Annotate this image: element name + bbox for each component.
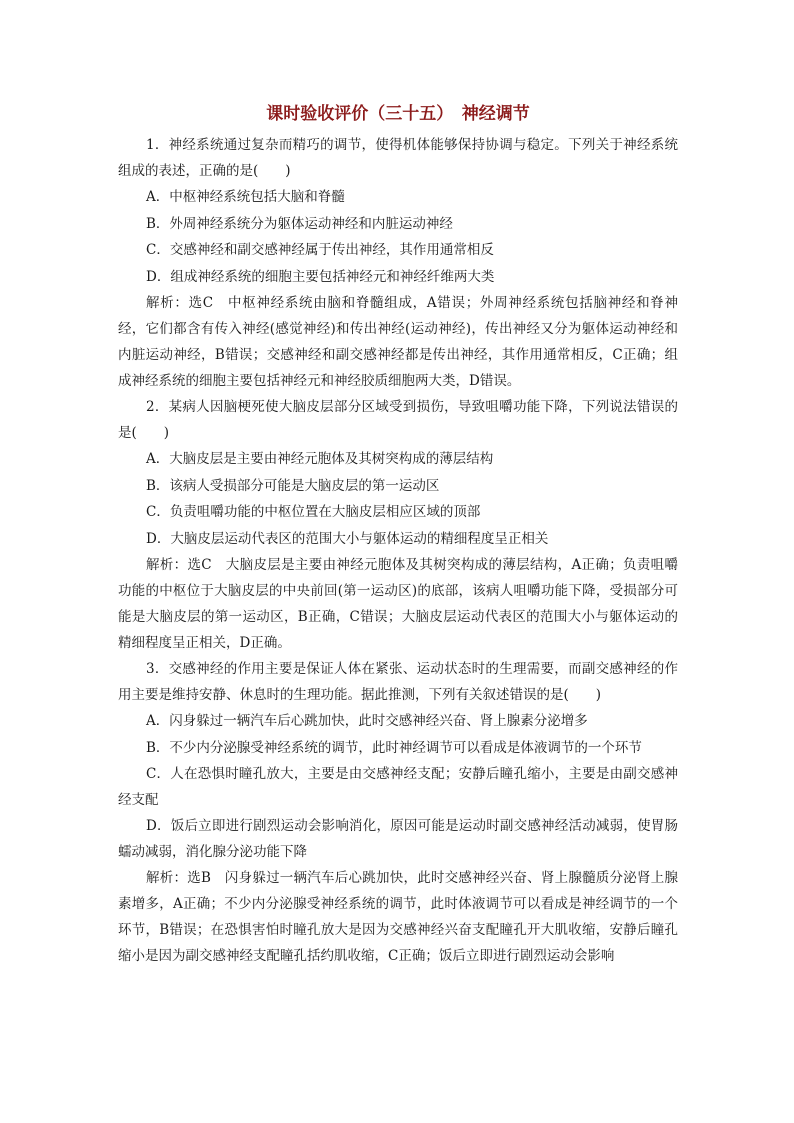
- document-page: [118, 100, 678, 969]
- question-2: [118, 394, 678, 656]
- analysis: 解析：选C 大脑皮层是主要由神经元胞体及其树突构成的薄层结构，A正确；负责咀嚼功能的中枢位于大脑皮层的中央前回(第一运动区)的底部，该病人咀嚼功能下降，受损部分可能是大脑皮层的第一运动区，B正确，C错误；大脑皮层运动代表区的范围大小与躯体运动的精细程度呈正相关，D正确。: [118, 557, 678, 651]
- question-3: [118, 656, 678, 969]
- option-a: A．中枢神经系统包括大脑和脊髓: [146, 189, 345, 205]
- question-stem: 2．某病人因脑梗死使大脑皮层部分区域受到损伤，导致咀嚼功能下降，下列说法错误的是( ): [118, 399, 678, 441]
- option-d: D．大脑皮层运动代表区的范围大小与躯体运动的精细程度呈正相关: [146, 530, 549, 547]
- option-c: C．交感神经和副交感神经属于传出神经，其作用通常相反: [146, 242, 494, 258]
- question-1: [118, 132, 678, 394]
- option-b: B．该病人受损部分可能是大脑皮层的第一运动区: [146, 477, 440, 494]
- option-c: C．负责咀嚼功能的中枢位置在大脑皮层相应区域的顶部: [146, 504, 481, 520]
- analysis: 解析：选B 闪身躲过一辆汽车后心跳加快，此时交感神经兴奋、肾上腺髓质分泌肾上腺素增多，A正确；不少内分泌腺受神经系统的调节，此时体液调节可以看成是神经调节的一个环节，B错误；在恐惧害怕时瞳孔放大是因为交感神经兴奋支配瞳孔开大肌收缩，安静后瞳孔缩小是因为副交感神经支配瞳孔括约肌收缩，C正确；饭后立即进行剧烈运动会影响: [118, 870, 678, 964]
- question-stem: 1．神经系统通过复杂而精巧的调节，使得机体能够保持协调与稳定。下列关于神经系统组成的表述，正确的是( ): [118, 137, 678, 179]
- option-a: A．大脑皮层是主要由神经元胞体及其树突构成的薄层结构: [146, 451, 494, 467]
- question-stem: 3．交感神经的作用主要是保证人体在紧张、运动状态时的生理需要，而副交感神经的作用主要是维持安静、休息时的生理功能。据此推测，下列有关叙述错误的是( ): [118, 661, 678, 703]
- option-b: B．不少内分泌腺受神经系统的调节，此时神经调节可以看成是体液调节的一个环节: [146, 739, 642, 756]
- option-d: D．组成神经系统的细胞主要包括神经元和神经纤维两大类: [146, 268, 495, 285]
- page-title: 课时验收评价（三十五） 神经调节: [266, 104, 530, 124]
- option-b: B．外周神经系统分为躯体运动神经和内脏运动神经: [146, 215, 453, 232]
- option-d: D．饭后立即进行剧烈运动会影响消化，原因可能是运动时副交感神经活动减弱，使胃肠蠕动减弱，消化腺分泌功能下降: [118, 818, 678, 860]
- option-c: C．人在恐惧时瞳孔放大，主要是由交感神经支配；安静后瞳孔缩小，主要是由副交感神经支配: [118, 766, 678, 808]
- option-a: A．闪身躲过一辆汽车后心跳加快，此时交感神经兴奋、肾上腺素分泌增多: [146, 713, 588, 729]
- analysis: 解析：选C 中枢神经系统由脑和脊髓组成，A错误；外周神经系统包括脑神经和脊神经，它们都含有传入神经(感觉神经)和传出神经(运动神经)，传出神经又分为躯体运动神经和内脏运动神经，B错误；交感神经和副交感神经都是传出神经，其作用通常相反，C正确；组成神经系统的细胞主要包括神经元和神经胶质细胞两大类，D错误。: [118, 295, 678, 389]
